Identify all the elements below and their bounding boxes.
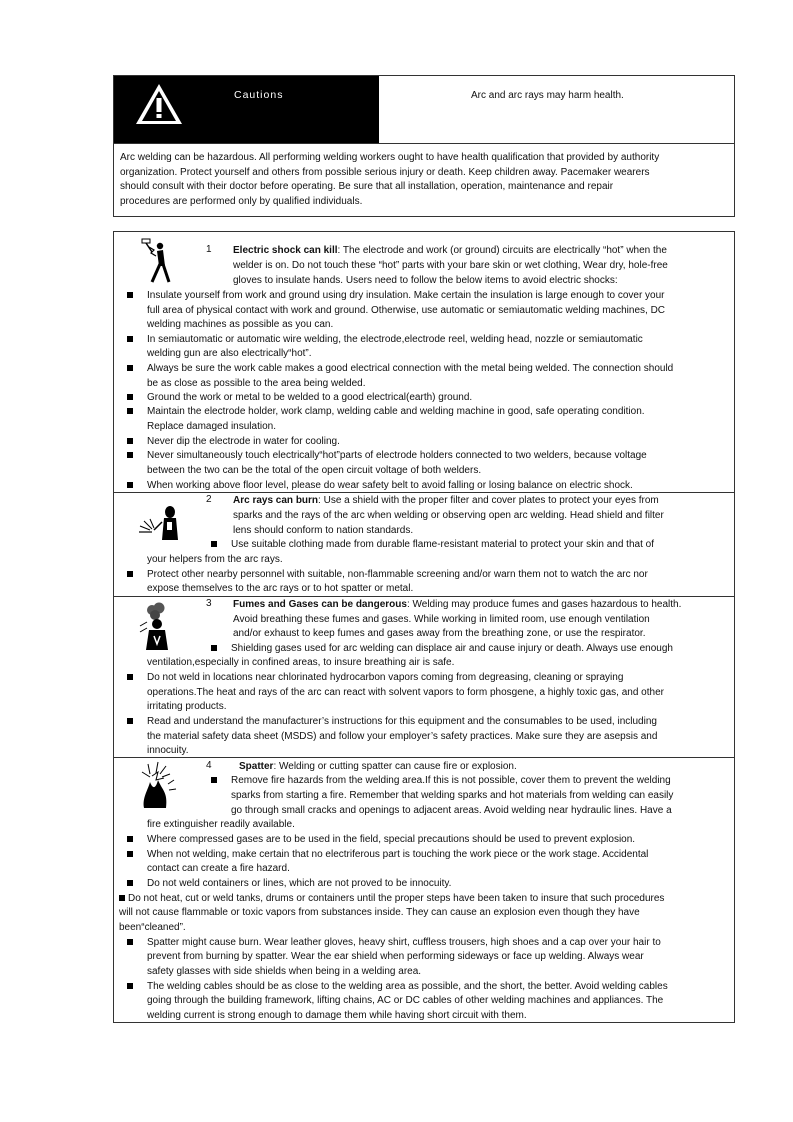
text-line (147, 744, 189, 757)
bullet-icon (127, 851, 133, 857)
text-line (231, 804, 672, 817)
text-span: ventilation,especially in confined areas, to insure breathing air is safe. (147, 657, 455, 668)
spatter-fire-icon (138, 760, 178, 812)
text-span: Avoid breathing these fumes and gases. While working in limited room, use enough ventilation (233, 614, 650, 625)
divider (114, 143, 734, 144)
text-line (147, 980, 668, 993)
section-heading-line (233, 494, 659, 507)
section-number: 1 (206, 244, 212, 255)
bullet-icon (127, 394, 133, 400)
text-line (147, 435, 340, 448)
text-span: Protect other nearby personnel with suitable, non-flammable screening and/or warn them not to watch the arc nor (147, 569, 648, 580)
text-span: safety glasses with side shields when being in a welding area. (147, 966, 422, 977)
section-divider (114, 492, 734, 493)
text-line (128, 892, 664, 905)
bullet-icon (127, 983, 133, 989)
text-line (147, 304, 665, 317)
intro-line: procedures are performed only by qualified individuals. (120, 195, 363, 207)
text-span: Shielding gases used for arc welding can displace air and cause injury or death. Always use enough (231, 643, 673, 654)
bullet-icon (211, 541, 217, 547)
text-line (147, 862, 290, 875)
text-line (231, 538, 654, 551)
text-span: Maintain the electrode holder, work clamp, welding cable and welding machine in good, safe operating condition. (147, 406, 645, 417)
intro-line: Arc welding can be hazardous. All performing welding workers ought to have health qualification that provided by authority (120, 152, 660, 163)
text-span: Replace damaged insulation. (147, 421, 276, 432)
section-heading: Electric shock can kill (233, 245, 338, 256)
text-span: your helpers from the arc rays. (147, 554, 283, 565)
text-line (147, 333, 643, 346)
section-heading-line (233, 244, 667, 257)
section-number: 3 (206, 598, 212, 609)
caution-box (113, 75, 735, 217)
bullet-icon (127, 718, 133, 724)
text-line (147, 965, 421, 978)
section-number: 2 (206, 494, 212, 505)
text-line (147, 289, 665, 302)
text-span: Ground the work or metal to be welded to a good electrical(earth) ground. (147, 392, 473, 403)
text-line (147, 936, 661, 949)
text-line (147, 833, 635, 846)
text-span: the material safety data sheet (MSDS) and follow your employer’s safety practices. Make sure they are asepsis and (147, 731, 658, 742)
text-span: go through small cracks and openings to adjacent areas. Avoid welding near hydraulic lines. Have a (231, 805, 672, 816)
text-line (147, 362, 673, 375)
text-span: welding current is strong enough to damage them while having short circuit with them. (147, 1010, 527, 1021)
text-line (233, 274, 618, 287)
text-line (147, 877, 451, 890)
text-line (147, 405, 645, 418)
section-heading: Fumes and Gases can be dangerous (233, 599, 407, 610)
text-line (147, 671, 623, 684)
text-span: Where compressed gases are to be used in the field, special precautions should be used to prevent explosion. (147, 834, 636, 845)
text-span: When not welding, make certain that no electriferous part is touching the work piece or the work stage. Accidental (147, 849, 649, 860)
text-span: between the two can be the total of the open circuit voltage of both welders. (147, 465, 482, 476)
text-span: Do not heat, cut or weld tanks, drums or containers until the proper steps have been taken to insure that such procedures (128, 893, 665, 904)
text-line (147, 377, 365, 390)
text-line (147, 318, 333, 331)
text-span: : Welding may produce fumes and gases hazardous to health. (406, 599, 682, 610)
text-span: : Welding or cutting spatter can cause fire or explosion. (273, 761, 517, 772)
text-line (147, 1009, 527, 1022)
text-line (147, 479, 633, 492)
text-span: In semiautomatic or automatic wire welding, the electrode,electrode reel, welding head, nozzle or semiautomatic (147, 334, 643, 345)
bullet-icon (127, 674, 133, 680)
text-line (231, 774, 671, 787)
bullet-icon (127, 365, 133, 371)
text-line (147, 449, 647, 462)
text-line (231, 789, 673, 802)
text-line (233, 259, 668, 272)
section-divider (114, 596, 734, 597)
section-heading: Spatter (239, 761, 274, 772)
text-span: lens should conform to nation standards. (233, 525, 414, 536)
text-line (147, 818, 295, 831)
electric-shock-icon (138, 238, 176, 286)
text-span: Always be sure the work cable makes a good electrical connection with the metal being welded. The connection should (147, 363, 674, 374)
text-line (119, 906, 640, 919)
section-heading-line (239, 760, 517, 773)
bullet-icon (127, 836, 133, 842)
bullet-icon (211, 645, 217, 651)
text-span: : The electrode and work (or ground) circuits are electrically “hot” when the (337, 245, 667, 256)
text-span: Remove fire hazards from the welding area.If this is not possible, cover them to prevent the welding (231, 775, 671, 786)
text-span: : Use a shield with the proper filter and cover plates to protect your eyes from (318, 495, 659, 506)
bullet-icon (127, 292, 133, 298)
text-span: prevent from burning by spatter. Wear the ear shield when performing sideways or face up welding. Always wear (147, 951, 644, 962)
text-span: welding machines as possible as you can. (147, 319, 334, 330)
bullet-icon (127, 482, 133, 488)
text-line (233, 509, 664, 522)
caution-banner (114, 76, 379, 143)
bullet-icon (127, 438, 133, 444)
text-line (233, 627, 645, 640)
text-line (233, 524, 413, 537)
text-span: welding gun are also electrically“hot”. (147, 348, 312, 359)
text-span: Read and understand the manufacturer’s instructions for this equipment and the consumables to be used, including (147, 716, 657, 727)
text-span: Do not weld containers or lines, which are not proved to be innocuity. (147, 878, 452, 889)
text-line (231, 642, 673, 655)
text-line (147, 568, 648, 581)
section-heading-line (233, 598, 681, 611)
bullet-icon (127, 408, 133, 414)
text-line (147, 391, 472, 404)
text-line (147, 553, 283, 566)
text-span: Never simultaneously touch electrically“hot”parts of electrode holders connected to two welders, because voltage (147, 450, 647, 461)
text-span: sparks and the rays of the arc when welding or observing open arc welding. Head shield and filter (233, 510, 664, 521)
section-divider (114, 757, 734, 758)
bullet-icon (127, 571, 133, 577)
text-line (147, 686, 664, 699)
text-span: full area of physical contact with work and ground. Otherwise, use automatic or semiautomatic welding machines, DC (147, 305, 666, 316)
text-line (147, 347, 312, 360)
text-line (147, 656, 454, 669)
text-line (147, 730, 657, 743)
text-line (233, 613, 650, 626)
text-span: sparks from starting a fire. Remember that welding sparks and hot materials from welding can easily (231, 790, 674, 801)
bullet-icon (127, 336, 133, 342)
text-span: The welding cables should be as close to the welding area as possible, and the short, the better. Avoid welding cables (147, 981, 668, 992)
text-span: expose themselves to the arc rays or to hot spatter or metal. (147, 583, 414, 594)
bullet-icon (119, 895, 125, 901)
text-span: going through the building framework, lifting chains, AC or DC cables of other welding machines and appliances. The (147, 995, 664, 1006)
text-span: fire extinguisher readily available. (147, 819, 295, 830)
text-line (147, 848, 648, 861)
text-line (147, 950, 644, 963)
text-line (147, 994, 663, 1007)
text-span: been“cleaned”. (119, 922, 186, 933)
text-span: Never dip the electrode in water for cooling. (147, 436, 340, 447)
text-line (147, 715, 657, 728)
text-line (147, 582, 413, 595)
text-line (119, 921, 186, 934)
section-number: 4 (206, 760, 212, 771)
text-span: When working above floor level, please do wear safety belt to avoid falling or losing balance on electric shock. (147, 480, 633, 491)
text-span: Do not weld in locations near chlorinated hydrocarbon vapors coming from degreasing, cleaning or spraying (147, 672, 624, 683)
bullet-icon (127, 880, 133, 886)
arc-rays-icon (136, 502, 180, 542)
text-span: be as close as possible to the area being welded. (147, 378, 366, 389)
caution-title: Cautions (234, 89, 284, 101)
bullet-icon (127, 939, 133, 945)
intro-line: organization. Protect yourself and others from possible serious injury or death. Keep children away. Pacemaker wearers (120, 166, 650, 178)
text-line (147, 464, 481, 477)
text-span: innocuity. (147, 745, 189, 756)
text-span: will not cause flammable or toxic vapors from substances inside. They can cause an explosion even though they have (119, 907, 640, 918)
fumes-gases-icon (138, 602, 176, 652)
warning-triangle-icon (134, 82, 184, 126)
text-line (147, 420, 276, 433)
text-span: gloves to insulate hands. Users need to follow the below items to avoid electric shocks: (233, 275, 618, 286)
section-heading: Arc rays can burn (233, 495, 319, 506)
bullet-icon (211, 777, 217, 783)
bullet-icon (127, 452, 133, 458)
text-span: irritating products. (147, 701, 227, 712)
text-span: welder is on. Do not touch these “hot” parts with your bare skin or wet clothing, Wear dry, hole-free (233, 260, 668, 271)
hazards-box (113, 231, 735, 1023)
text-span: operations.The heat and rays of the arc can react with solvent vapors to form phosgene, a highly toxic gas, and other (147, 687, 664, 698)
text-span: Insulate yourself from work and ground using dry insulation. Make certain the insulation is large enough to cover your (147, 290, 665, 301)
text-span: Use suitable clothing made from durable flame-resistant material to protect your skin and that of (231, 539, 654, 550)
hazard-summary: Arc and arc rays may harm health. (471, 90, 624, 101)
text-span: Spatter might cause burn. Wear leather gloves, heavy shirt, cuffless trousers, high shoes and a cap over your hair to (147, 937, 661, 948)
intro-line: should consult with their doctor before operating. Be sure that all installation, operation, maintenance and repair (120, 181, 614, 193)
text-span: contact can create a fire hazard. (147, 863, 290, 874)
text-span: and/or exhaust to keep fumes and gases away from the breathing zone, or use the respirator. (233, 628, 646, 639)
intro-paragraph (120, 151, 728, 209)
text-line (147, 700, 226, 713)
